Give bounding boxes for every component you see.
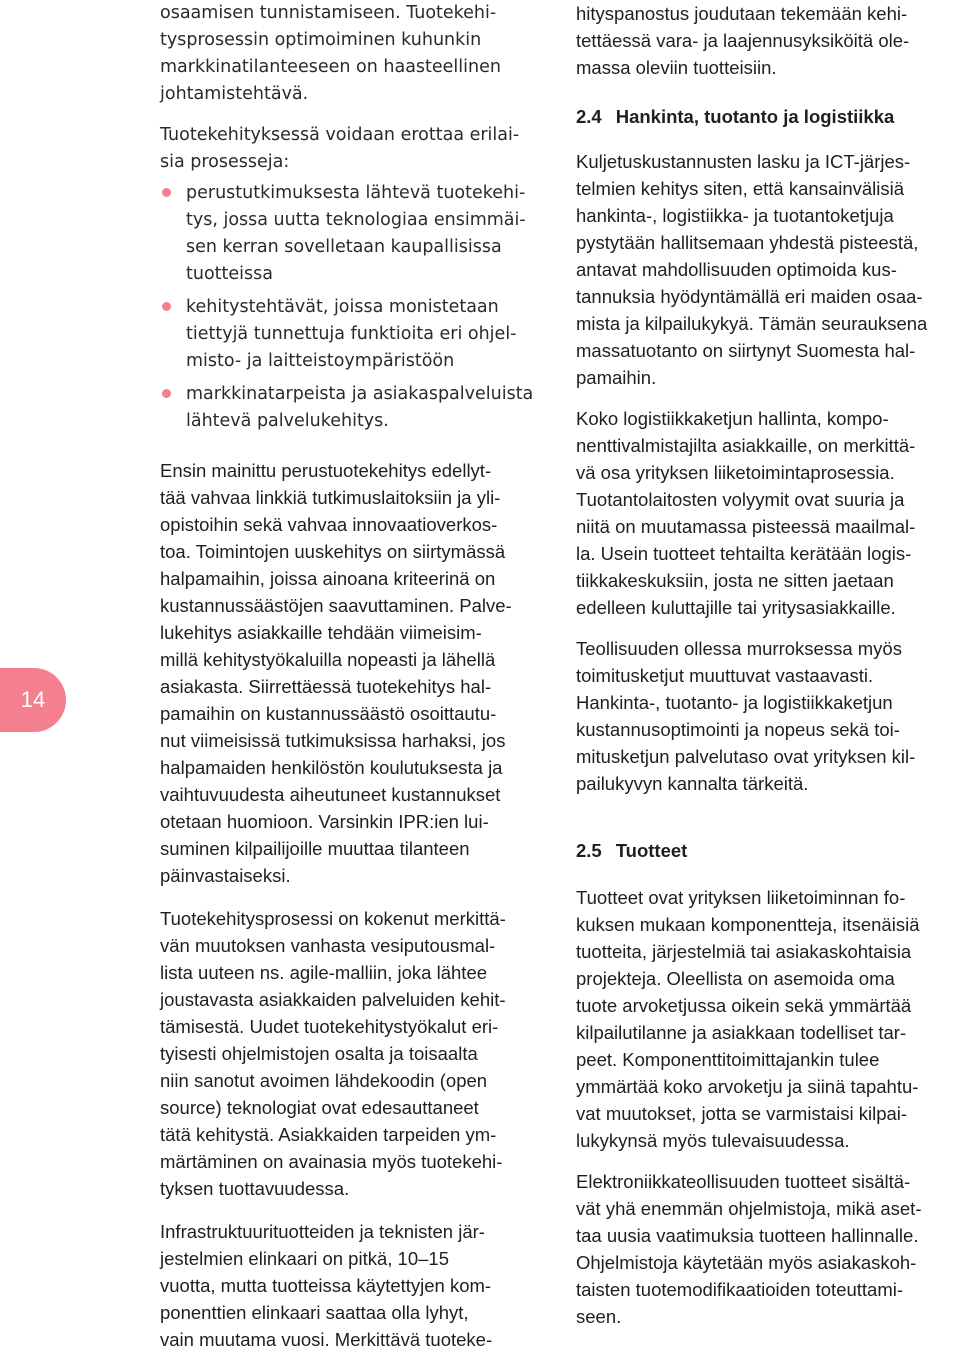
section-heading <box>576 837 956 864</box>
section-title: Hankinta, tuotanto ja logistiikka <box>615 106 895 127</box>
paragraph: Kuljetuskustannusten lasku ja ICT-järjes- telmien kehitys siten, että kansainvälisiä hankinta-, logistiikka- ja tuotantoketjuja pystytään hallitsemaan yhdestä pisteestä, antavat mahdollisuuden optimoida kus- tannuksia hyödyntämällä eri maiden osaa- mista ja kilpailukykyä. Tämän seurauksena massatuotanto on siirtynyt Suomesta hal- pamaihin. <box>576 151 928 388</box>
list-item: perustutkimuksesta lähtevä tuotekehi- tys, jossa uutta teknologiaa ensimmäi- sen kerran sovelletaan kaupallisissa tuotteissa <box>160 180 555 288</box>
paragraph: Tuotekehitysprosessi on kokenut merkittä- vän muutoksen vanhasta vesiputousmal- lista uuteen ns. agile-malliin, joka lähtee joustavasta asiakkaiden palveluiden kehit- tämisestä. Uudet tuotekehitystyökalut eri- tyisesti ohjelmistojen osalta ja toisaalta niin sanotut avoimen lähdekoodin (open source) teknologiat ovat edesauttaneet tätä kehitystä. Asiakkaiden tarpeiden ym- märtäminen on avainasia myös tuotekehi- tyksen tuottavuudessa. <box>160 908 506 1199</box>
process-list <box>160 180 555 435</box>
page-number: 14 <box>20 687 46 712</box>
paragraph: Tuotteet ovat yrityksen liiketoiminnan fo- kuksen mukaan komponentteja, itsenäisiä tuotteita, järjestelmiä tai asiakaskohtaisia projekteja. Oleellista on asemoida oma tuote arvoketjussa oikein sekä ymmärtää kilpailutilanne ja asiakkaan todelliset tar- peet. Komponenttitoimittajankin tulee ymmärtää koko arvoketju ja siinä tapahtu- vat muutokset, jotta se varmistaisi kilpai- lukykynsä myös tulevaisuudessa. <box>576 887 920 1151</box>
paragraph: Teollisuuden ollessa murroksessa myös toimitusketjut muuttuvat vastaavasti. Hankinta-, tuotanto- ja logistiikkaketjun kustannusoptimointi ja nopeus sekä toi- mitusketjun palvelutaso ovat yrityksen kil- pailukyvyn kannalta tärkeitä. <box>576 638 916 794</box>
section-title: Tuotteet <box>615 840 688 861</box>
section-number: 2.4 <box>576 106 602 127</box>
paragraph: Tuotekehityksessä voidaan erottaa erilai- sia prosesseja: <box>160 125 520 172</box>
paragraph: osaamisen tunnistamiseen. Tuotekehi- tysprosessin optimoiminen kuhunkin markkinatilanteeseen on haasteellinen johtamistehtävä. <box>160 3 501 104</box>
left-column <box>160 0 555 1367</box>
bullet-icon <box>162 302 171 311</box>
section-heading <box>576 103 956 130</box>
paragraph: Infrastruktuurituotteiden ja teknisten jär- jestelmien elinkaari on pitkä, 10–15 vuotta, mutta tuotteissa käytettyjen kom- ponenttien elinkaari saattaa olla lyhyt, vain muutama vuosi. Merkittävä tuoteke- <box>160 1221 493 1350</box>
bullet-icon <box>162 188 171 197</box>
bullet-icon <box>162 389 171 398</box>
paragraph: hityspanostus joudutaan tekemään kehi- tettäessä vara- ja laajennusyksiköitä ole- massa oleviin tuotteisiin. <box>576 3 910 78</box>
paragraph: Elektroniikkateollisuuden tuotteet sisältä- vät yhä enemmän ohjelmistoja, mikä aset- taa uusia vaatimuksia tuotteen hallinnalle. Ohjelmistoja käytetään myös asiakaskoh- taisten tuotemodifikaatioiden toteuttami- seen. <box>576 1171 922 1327</box>
section-number: 2.5 <box>576 840 602 861</box>
paragraph: Ensin mainittu perustuotekehitys edellyt- tää vahvaa linkkiä tutkimuslaitoksiin ja yli- opistoihin sekä vahvaa innovaatioverkos- toa. Toimintojen uuskehitys on siirtymässä halpamaihin, joissa ainoana kriteerinä on kustannussäästöjen saavuttaminen. Palve- lukehitys asiakkaille tehdään viimeisim- millä kehitystyökaluilla nopeasti ja lähellä asiakasta. Siirrettäessä tuotekehitys hal- pamaihin on kustannussäästö osoittautu- nut viimeisissä tutkimuksissa harhaksi, jos halpamaiden henkilöstön koulutuksesta ja vaihtuvuudesta aiheutuneet kustannukset otetaan huomioon. Varsinkin IPR:ien lui- suminen kilpailijoille muuttaa tilanteen päinvastaiseksi. <box>160 460 512 886</box>
page-number-tab <box>0 668 66 732</box>
list-item: kehitystehtävät, joissa monistetaan tiettyjä tunnettuja funktioita eri ohjel- misto- ja laitteistoympäristöön <box>160 294 555 375</box>
list-item: markkinatarpeista ja asiakaspalveluista lähtevä palvelukehitys. <box>160 381 555 435</box>
right-column <box>576 0 956 1344</box>
paragraph: Koko logistiikkaketjun hallinta, kompo- nenttivalmistajilta asiakkaille, on merkittä- vä osa yrityksen liiketoimintaprosessia. Tuotantolaitosten volyymit ovat suuria ja niitä on muutamassa pisteessä maailmal- la. Usein tuotteet tehtailta kerätään logis- tiikkakeskuksiin, josta ne sitten jaetaan edelleen kuluttajille tai yritysasiakkaille. <box>576 408 916 618</box>
